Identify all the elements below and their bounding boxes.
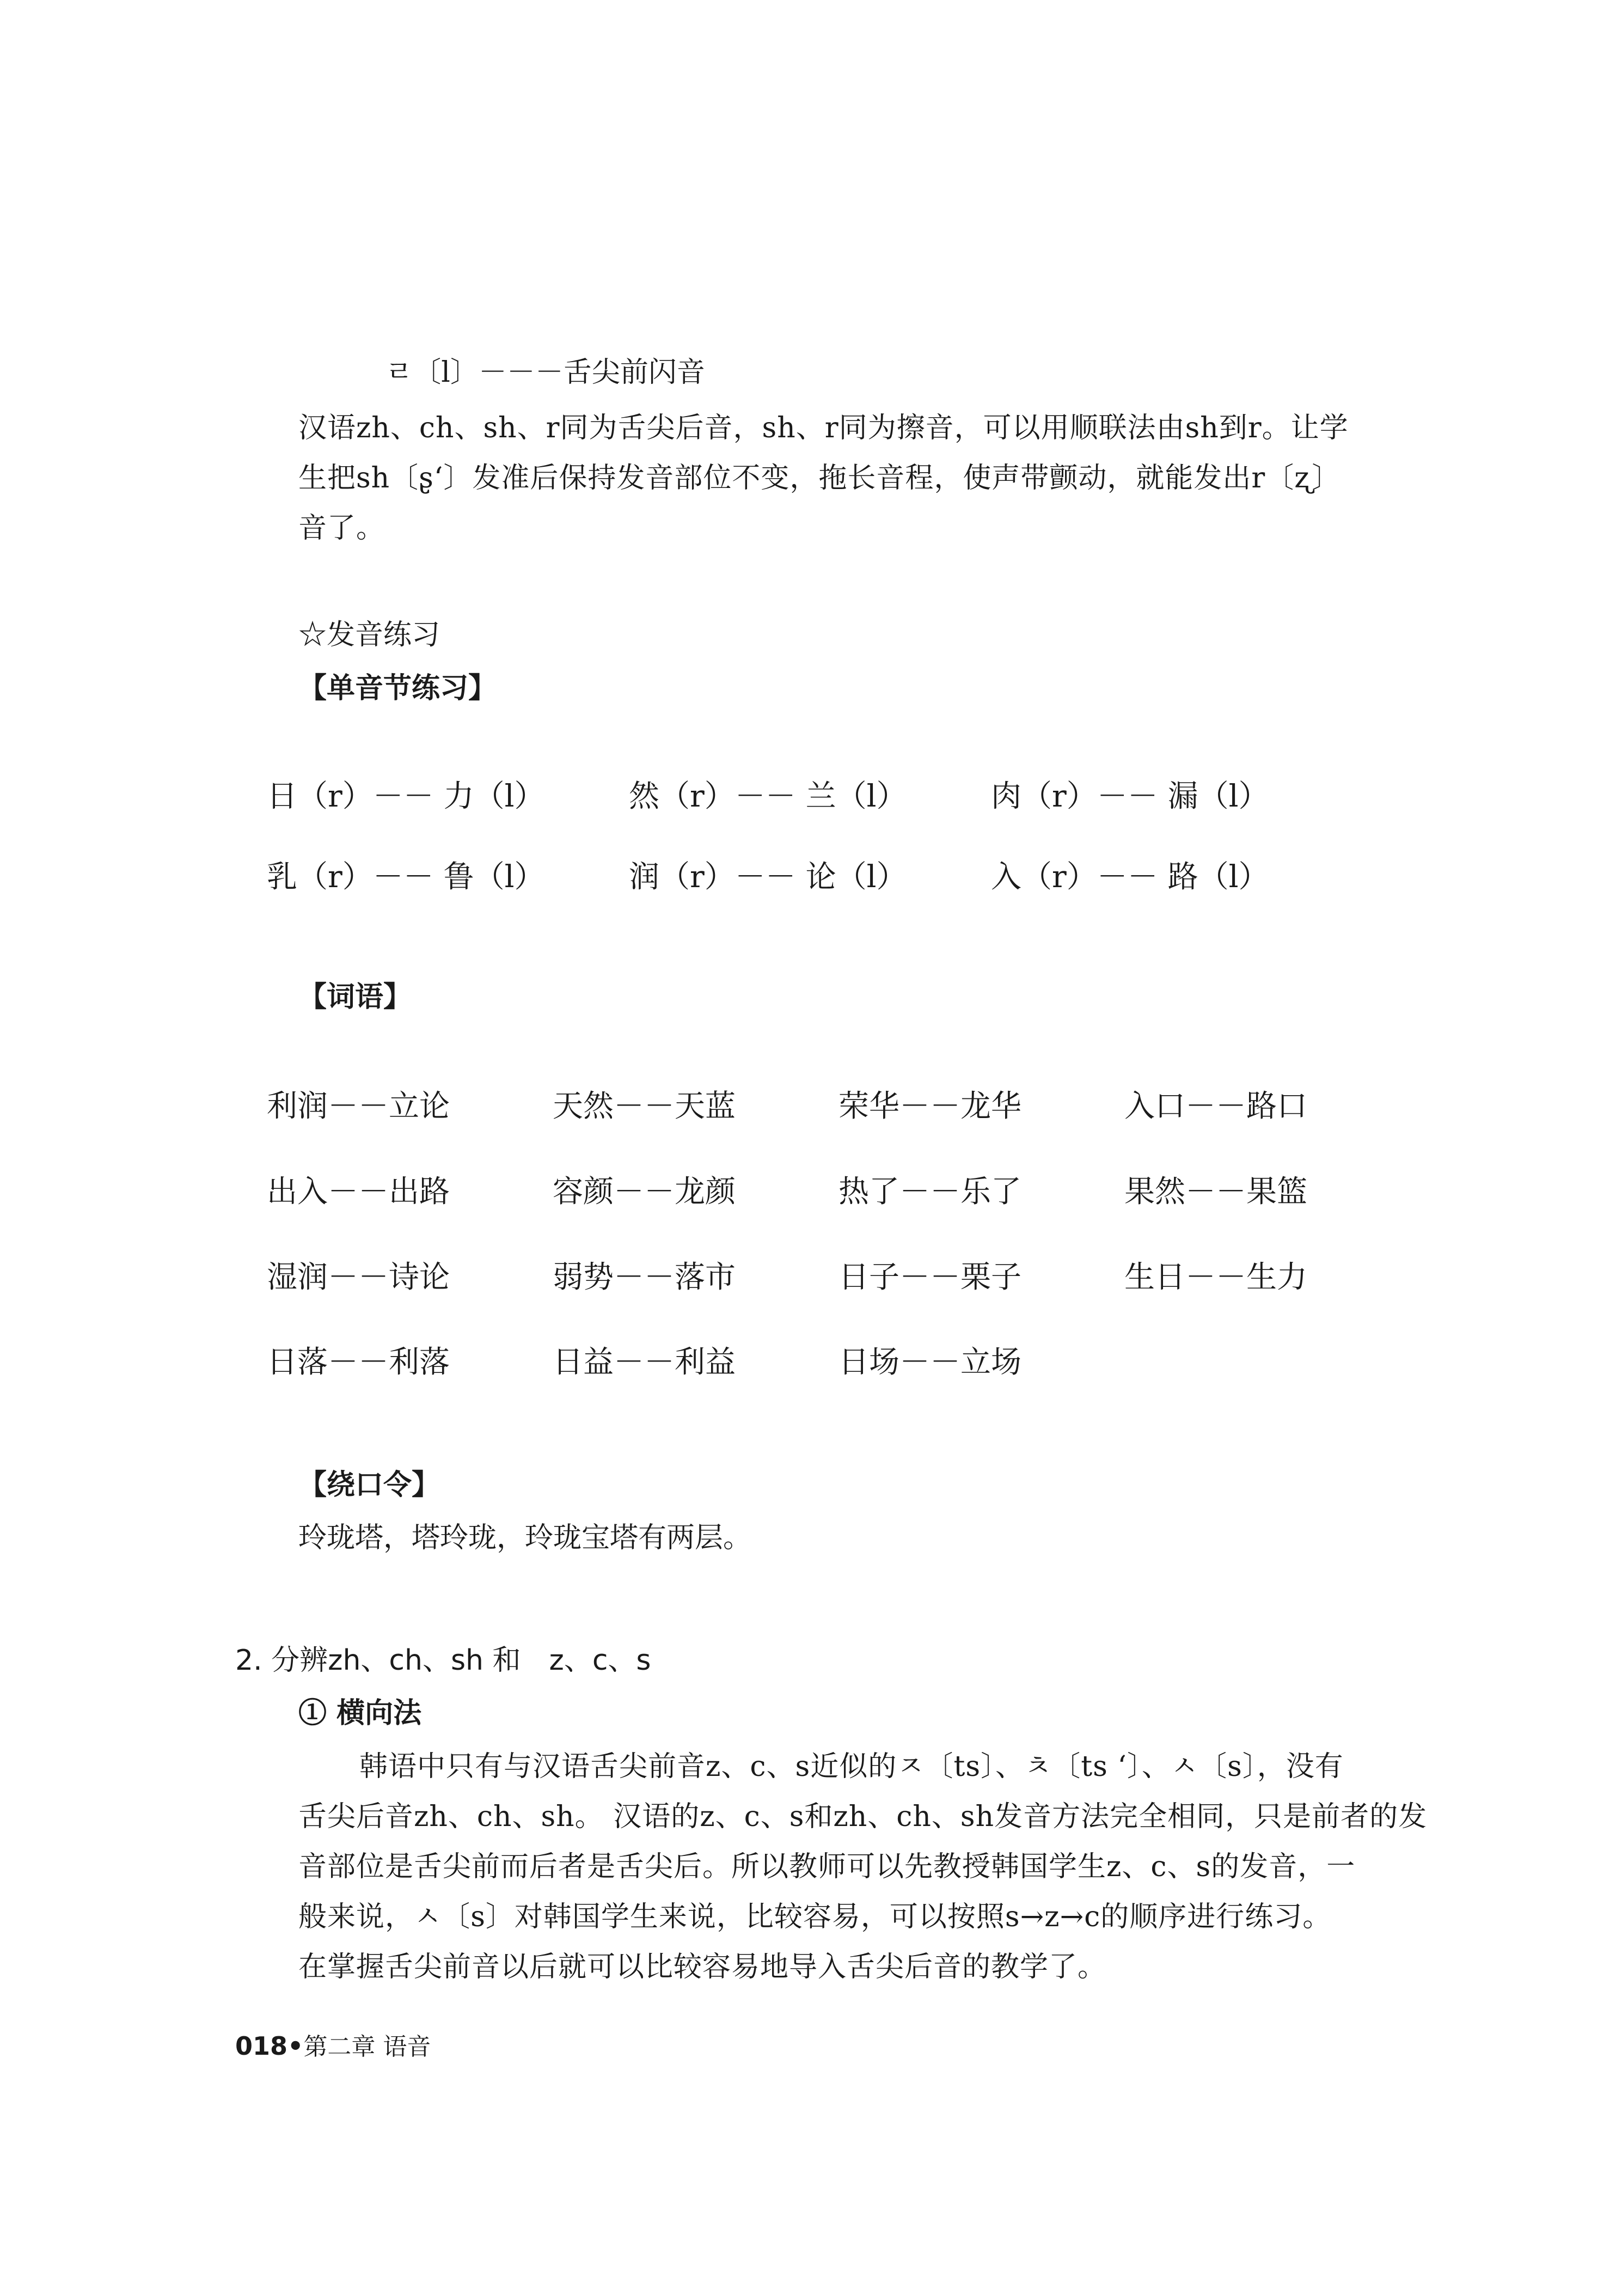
word-row: [267, 1347, 1410, 1378]
section2-line: 音部位是舌尖前而后者是舌尖后。所以教师可以先教授韩国学生z、c、s的发音，一: [298, 1851, 1356, 1883]
word-pair: 果然－－果篮: [1124, 1174, 1307, 1210]
method-label: ① 横向法: [298, 1696, 422, 1730]
intro-paragraph-cont: [298, 453, 1341, 553]
section2-line: 般来说，ㅅ〔s〕对韩国学生来说，比较容易，可以按照s→z→c的顺序进行练习。: [298, 1901, 1332, 1933]
practice-heading: ☆发音练习: [298, 619, 440, 651]
word-row: [267, 1091, 1410, 1122]
word-pair: 入口－－路口: [1124, 1089, 1307, 1124]
section2-paragraph-cont: [298, 1792, 1427, 1992]
syllable-pair: 润（r）－－ 论（l）: [629, 859, 907, 895]
single-syllable-heading: 【单音节练习】: [298, 671, 497, 705]
intro-line: 汉语zh、ch、sh、r同为舌尖后音，sh、r同为擦音，可以用顺联法由sh到r。让学: [298, 412, 1349, 444]
section2-line: 在掌握舌尖前音以后就可以比较容易地导入舌尖后音的教学了。: [298, 1951, 1107, 1983]
intro-line: 音了。: [298, 512, 385, 545]
word-pair: [1124, 1347, 1410, 1378]
word-pair: 利润－－立论: [267, 1089, 450, 1124]
word-pair: 湿润－－诗论: [267, 1260, 450, 1295]
word-pair: 容颜－－龙颜: [553, 1174, 736, 1210]
word-pair: 弱势－－落市: [553, 1260, 736, 1295]
page-number: 018: [235, 2031, 288, 2061]
word-pair: 荣华－－龙华: [838, 1089, 1021, 1124]
words-heading: 【词语】: [298, 980, 412, 1013]
word-pair: 日益－－利益: [553, 1345, 736, 1380]
section2-paragraph: [359, 1742, 1344, 1792]
single-syllable-row: [267, 781, 1353, 812]
word-pair: 生日－－生力: [1124, 1260, 1307, 1295]
syllable-pair: 然（r）－－ 兰（l）: [629, 779, 907, 814]
word-pair: 出入－－出路: [267, 1174, 450, 1210]
chapter-title: 第二章 语音: [303, 2033, 431, 2061]
word-pair: 热了－－乐了: [838, 1174, 1021, 1210]
tongue-twister-heading: 【绕口令】: [298, 1468, 440, 1501]
flap-sound-label: ㄹ〔l〕－－－舌尖前闪音: [385, 356, 705, 389]
intro-paragraph: [298, 403, 1349, 453]
footer-bullet: •: [287, 2031, 304, 2061]
word-pair: 日场－－立场: [838, 1345, 1021, 1380]
syllable-pair: 日（r）－－ 力（l）: [267, 779, 545, 814]
syllable-pair: 入（r）－－ 路（l）: [991, 859, 1269, 895]
tongue-twister-text: 玲珑塔，塔玲珑，玲珑宝塔有两层。: [298, 1522, 752, 1554]
section2-line: 韩语中只有与汉语舌尖前音z、c、s近似的ㅈ〔ts〕、ㅊ〔ts ʻ〕、ㅅ〔s〕，没有: [359, 1750, 1344, 1783]
word-pair: 日子－－栗子: [838, 1260, 1021, 1295]
syllable-pair: 乳（r）－－ 鲁（l）: [267, 859, 545, 895]
single-syllable-row: [267, 859, 1353, 895]
word-row: [267, 1174, 1410, 1210]
page-footer: [235, 2031, 431, 2060]
intro-line: 生把sh〔ʂʻ〕发准后保持发音部位不变，拖长音程，使声带颤动，就能发出r〔ʐ〕: [298, 462, 1341, 494]
section-title: 2. 分辨zh、ch、sh 和 z、c、s: [235, 1644, 651, 1677]
section2-line: 舌尖后音zh、ch、sh。 汉语的z、c、s和zh、ch、sh发音方法完全相同，只是前者的发: [298, 1800, 1428, 1833]
word-pair: 天然－－天蓝: [553, 1089, 736, 1124]
syllable-pair: 肉（r）－－ 漏（l）: [991, 779, 1269, 814]
word-row: [267, 1262, 1410, 1293]
word-pair: 日落－－利落: [267, 1345, 450, 1380]
